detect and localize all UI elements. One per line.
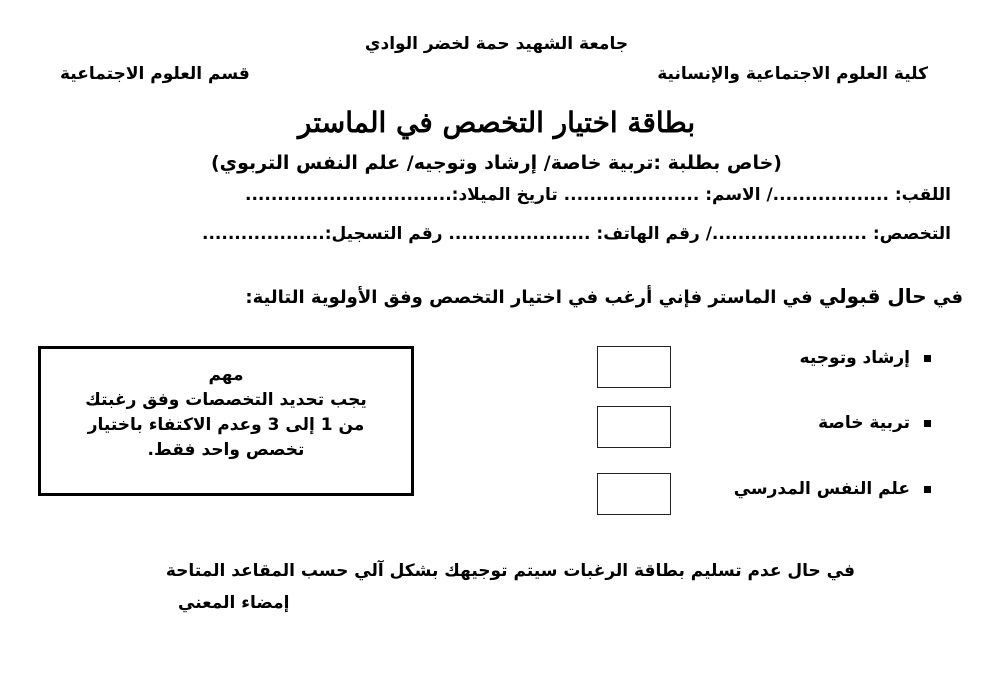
note-line: من 1 إلى 3 وعدم الاكتفاء باختيار [87,415,365,435]
option-special-education [818,413,931,433]
option-label: علم النفس المدرسي [733,479,910,499]
note-line: يجب تحديد التخصصات وفق رغبتك [85,390,367,410]
priority-box-guidance[interactable] [597,346,671,388]
important-note-box [38,346,414,496]
option-label: إرشاد وتوجيه [799,348,910,368]
department-name: قسم العلوم الاجتماعية [60,64,250,84]
signature-label: إمضاء المعني [178,593,290,613]
personal-info-line-2: التخصص: ......................../ رقم الهاتف: ...................... رقم التسجيل:................... [202,224,951,244]
intro-rest: في الماستر فإني أرغب في اختيار التخصص وفق الأولوية التالية: [245,287,813,308]
bullet-icon [924,355,931,362]
option-guidance [800,348,931,368]
option-label: تربية خاصة [818,413,910,433]
form-subtitle: (خاص بطلبة :تربية خاصة/ إرشاد وتوجيه/ علم النفس التربوي) [210,152,782,174]
priority-box-school-psychology[interactable] [597,473,671,515]
university-name: جامعة الشهيد حمة لخضر الوادي [364,34,629,54]
note-line: تخصص واحد فقط. [147,440,305,460]
note-heading: مهم [208,365,244,385]
priority-instruction [245,284,963,308]
personal-info-line-1: اللقب: ................../ الاسم: ..................... تاريخ الميلاد:................................ [245,185,951,205]
auto-assignment-note: في حال عدم تسليم بطاقة الرغبات سيتم توجيهك بشكل آلي حسب المقاعد المتاحة [165,561,855,581]
intro-lead: في [933,287,963,308]
bullet-icon [924,486,931,493]
bullet-icon [924,420,931,427]
form-title: بطاقة اختيار التخصص في الماستر [297,106,696,139]
option-school-psychology [734,479,931,499]
priority-box-special-education[interactable] [597,406,671,448]
intro-emphasis: حال قبولي [818,284,927,308]
faculty-name: كلية العلوم الاجتماعية والإنسانية [657,64,928,84]
